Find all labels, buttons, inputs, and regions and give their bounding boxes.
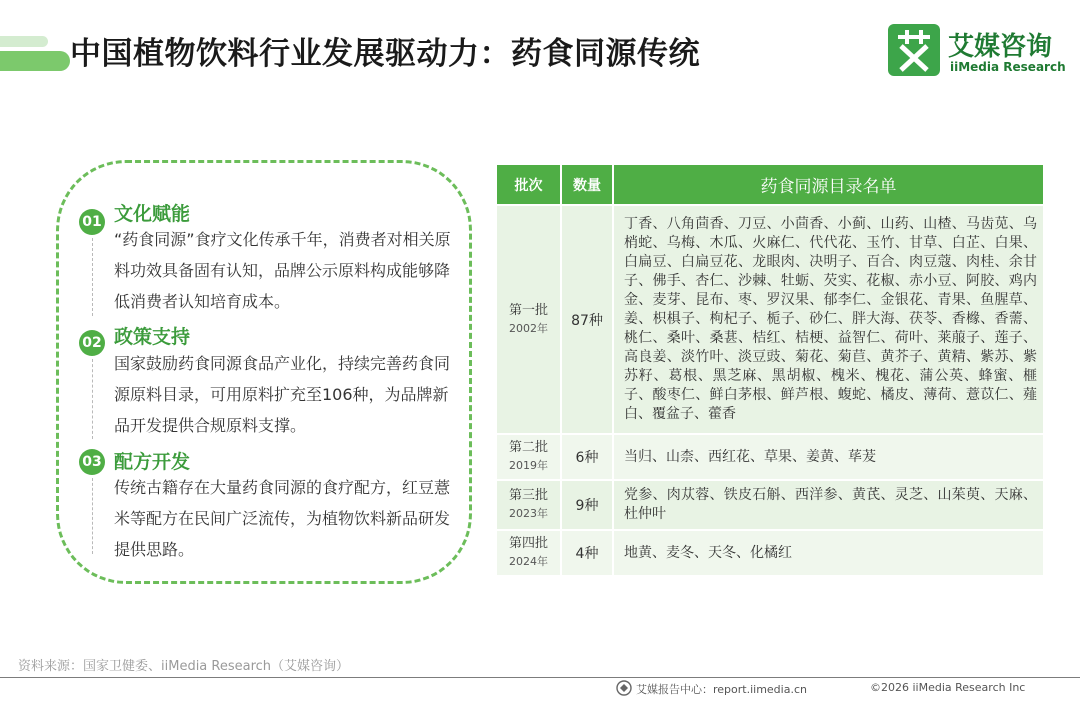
iimedia-logo-icon [888, 24, 940, 76]
items-cell: 党参、肉苁蓉、铁皮石斛、西洋参、黄芪、灵芝、山茱萸、天麻、杜仲叶 [613, 480, 1043, 530]
divider-line [92, 478, 93, 554]
table-row [497, 480, 1043, 530]
batch-label: 第三批 [508, 488, 548, 503]
driver-title: 政策支持 [114, 326, 191, 348]
header-count: 数量 [561, 165, 613, 205]
batch-year: 2023年 [509, 507, 548, 520]
batch-cell [497, 530, 561, 575]
ingredient-table [497, 165, 1043, 575]
page-title: 中国植物饮料行业发展驱动力：药食同源传统 [70, 36, 700, 72]
driver-title: 文化赋能 [114, 203, 191, 225]
batch-cell [497, 434, 561, 480]
copyright: ©2026 iiMedia Research Inc [870, 681, 1026, 694]
table-header-row [497, 165, 1043, 205]
batch-year: 2002年 [509, 321, 548, 335]
report-center-link[interactable]: 艾媒报告中心：report.iimedia.cn [636, 683, 807, 696]
report-center-icon [616, 680, 632, 696]
driver-text: “药食同源”食疗文化传承千年，消费者对相关原料功效具备固有认知，品牌公示原料构成能够降低消费者认知培育成本。 [114, 230, 451, 311]
batch-year: 2019年 [509, 459, 548, 472]
driver-text: 国家鼓励药食同源食品产业化，持续完善药食同源原料目录，可用原料扩充至106种，为品牌新品开发提供合规原料支撑。 [114, 354, 451, 435]
title-decoration [0, 36, 72, 72]
batch-label: 第一批 [508, 302, 548, 318]
table-row [497, 434, 1043, 480]
count-cell: 9种 [561, 480, 613, 530]
batch-cell [497, 205, 561, 434]
items-cell: 丁香、八角茴香、刀豆、小茴香、小蓟、山药、山楂、马齿苋、乌梢蛇、乌梅、木瓜、火麻仁、代代花、玉竹、甘草、白芷、白果、白扁豆、白扁豆花、龙眼肉、决明子、百合、肉豆蔻、肉桂、余甘子、佛手、杏仁、沙棘、牡蛎、芡实、花椒、赤小豆、阿胶、鸡内金、麦芽、昆布、枣、罗汉果、郁李仁、金银花、青果、鱼腥草、姜、枳椇子、枸杞子、栀子、砂仁、胖大海、茯苓、香橼、香薷、桃仁、桑叶、桑葚、桔红、桔梗、益智仁、荷叶、莱菔子、莲子、高良姜、淡竹叶、淡豆豉、菊花、菊苣、黄芥子、黄精、紫苏、紫苏籽、葛根、黑芝麻、黑胡椒、槐米、槐花、蒲公英、蜂蜜、榧子、酸枣仁、鲜白茅根、鲜芦根、蝮蛇、橘皮、薄荷、薏苡仁、薤白、覆盆子、藿香 [613, 205, 1043, 434]
items-cell: 当归、山柰、西红花、草果、姜黄、荜茇 [613, 434, 1043, 480]
driver-title: 配方开发 [114, 451, 191, 473]
header-batch: 批次 [497, 165, 561, 205]
count-cell: 4种 [561, 530, 613, 575]
count-cell: 87种 [561, 205, 613, 434]
driver-text: 传统古籍存在大量药食同源的食疗配方，红豆薏米等配方在民间广泛流传，为植物饮料新品研发提供思路。 [114, 478, 451, 559]
driver-number: 01 [79, 209, 105, 235]
divider-line [92, 359, 93, 439]
brand-name-en: iiMedia Research [950, 60, 1066, 74]
header-list: 药食同源目录名单 [613, 165, 1043, 205]
driver-number: 02 [79, 330, 105, 356]
items-cell: 地黄、麦冬、天冬、化橘红 [613, 530, 1043, 575]
table-row [497, 530, 1043, 575]
driver-number: 03 [79, 449, 105, 475]
divider-line [92, 238, 93, 316]
batch-cell [497, 480, 561, 530]
batch-label: 第四批 [508, 536, 548, 551]
data-source: 资料来源：国家卫健委、iiMedia Research（艾媒咨询） [18, 659, 350, 674]
brand-name-cn: 艾媒咨询 [948, 32, 1053, 62]
count-cell: 6种 [561, 434, 613, 480]
batch-label: 第二批 [508, 440, 548, 455]
batch-year: 2024年 [509, 555, 548, 568]
table-row [497, 205, 1043, 434]
footer-divider [0, 677, 1080, 678]
